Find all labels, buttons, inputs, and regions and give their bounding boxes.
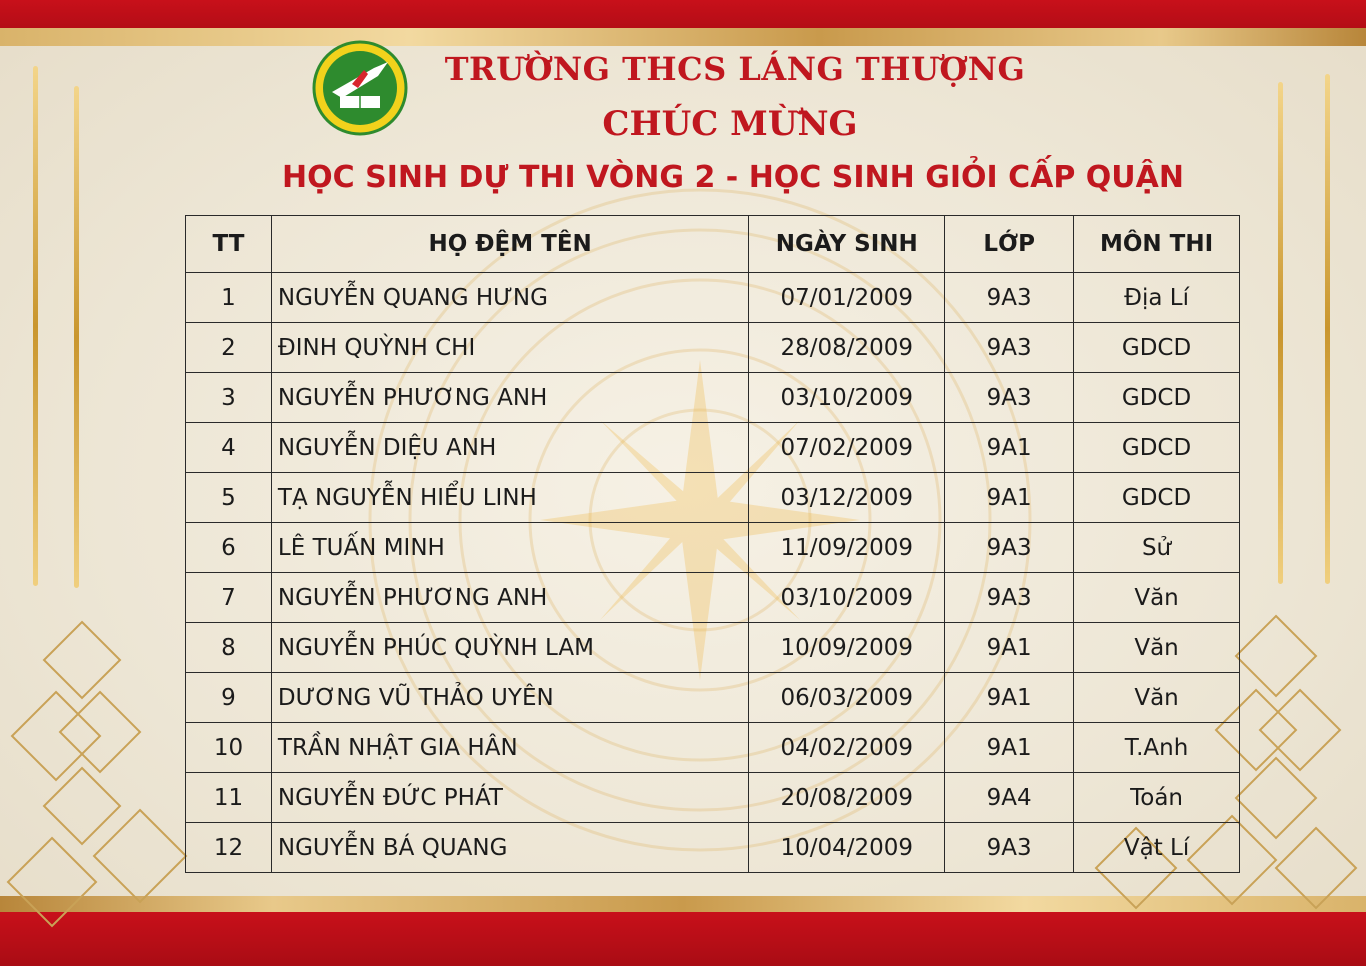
student-name: TẠ NGUYỄN HIỂU LINH [271,473,748,523]
class-name: 9A3 [945,523,1074,573]
birth-date: 03/10/2009 [749,573,945,623]
header-tt: TT [186,216,272,273]
birth-date: 03/10/2009 [749,373,945,423]
congrats-title: CHÚC MỪNG [602,104,858,144]
student-name: LÊ TUẤN MINH [271,523,748,573]
school-logo [312,40,408,136]
student-name: TRẦN NHẬT GIA HÂN [271,723,748,773]
row-number: 10 [186,723,272,773]
school-name-title: TRƯỜNG THCS LÁNG THƯỢNG [444,50,1026,88]
birth-date: 03/12/2009 [749,473,945,523]
row-number: 5 [186,473,272,523]
header-birthdate: NGÀY SINH [749,216,945,273]
birth-date: 11/09/2009 [749,523,945,573]
exam-subject: Văn [1074,673,1240,723]
class-name: 9A3 [945,323,1074,373]
exam-subject: GDCD [1074,323,1240,373]
header-class: LỚP [945,216,1074,273]
exam-subject: Văn [1074,623,1240,673]
birth-date: 10/04/2009 [749,823,945,873]
table-header-row [186,216,1240,273]
table-row [186,573,1240,623]
table-row [186,523,1240,573]
exam-subject: T.Anh [1074,723,1240,773]
birth-date: 28/08/2009 [749,323,945,373]
class-name: 9A3 [945,273,1074,323]
class-name: 9A1 [945,473,1074,523]
birth-date: 06/03/2009 [749,673,945,723]
class-name: 9A1 [945,723,1074,773]
row-number: 2 [186,323,272,373]
class-name: 9A3 [945,573,1074,623]
class-name: 9A3 [945,373,1074,423]
table-row [186,473,1240,523]
row-number: 6 [186,523,272,573]
birth-date: 10/09/2009 [749,623,945,673]
table-row [186,723,1240,773]
table-row [186,773,1240,823]
table-row [186,423,1240,473]
exam-subject: GDCD [1074,423,1240,473]
row-number: 8 [186,623,272,673]
class-name: 9A1 [945,623,1074,673]
birth-date: 07/01/2009 [749,273,945,323]
row-number: 11 [186,773,272,823]
row-number: 1 [186,273,272,323]
exam-subject: Toán [1074,773,1240,823]
student-name: NGUYỄN ĐỨC PHÁT [271,773,748,823]
birth-date: 07/02/2009 [749,423,945,473]
row-number: 3 [186,373,272,423]
table-row [186,823,1240,873]
table-row [186,323,1240,373]
exam-subject: Văn [1074,573,1240,623]
row-number: 4 [186,423,272,473]
student-name: NGUYỄN PHƯƠNG ANH [271,373,748,423]
class-name: 9A3 [945,823,1074,873]
birth-date: 04/02/2009 [749,723,945,773]
exam-subject: GDCD [1074,373,1240,423]
exam-subject: Sử [1074,523,1240,573]
birth-date: 20/08/2009 [749,773,945,823]
event-subtitle: HỌC SINH DỰ THI VÒNG 2 - HỌC SINH GIỎI CẤP QUẬN [282,160,1184,195]
class-name: 9A4 [945,773,1074,823]
header-fullname: HỌ ĐỆM TÊN [271,216,748,273]
table-row [186,273,1240,323]
header-subject: MÔN THI [1074,216,1240,273]
exam-subject: Vật Lí [1074,823,1240,873]
student-name: NGUYỄN PHÚC QUỲNH LAM [271,623,748,673]
class-name: 9A1 [945,423,1074,473]
student-name: NGUYỄN QUANG HƯNG [271,273,748,323]
table-row [186,373,1240,423]
student-name: NGUYỄN DIỆU ANH [271,423,748,473]
student-table [185,215,1240,873]
exam-subject: Địa Lí [1074,273,1240,323]
row-number: 9 [186,673,272,723]
row-number: 7 [186,573,272,623]
exam-subject: GDCD [1074,473,1240,523]
row-number: 12 [186,823,272,873]
student-name: ĐINH QUỲNH CHI [271,323,748,373]
student-name: NGUYỄN BÁ QUANG [271,823,748,873]
student-name: DƯƠNG VŨ THẢO UYÊN [271,673,748,723]
table-row [186,623,1240,673]
student-name: NGUYỄN PHƯƠNG ANH [271,573,748,623]
class-name: 9A1 [945,673,1074,723]
table-row [186,673,1240,723]
